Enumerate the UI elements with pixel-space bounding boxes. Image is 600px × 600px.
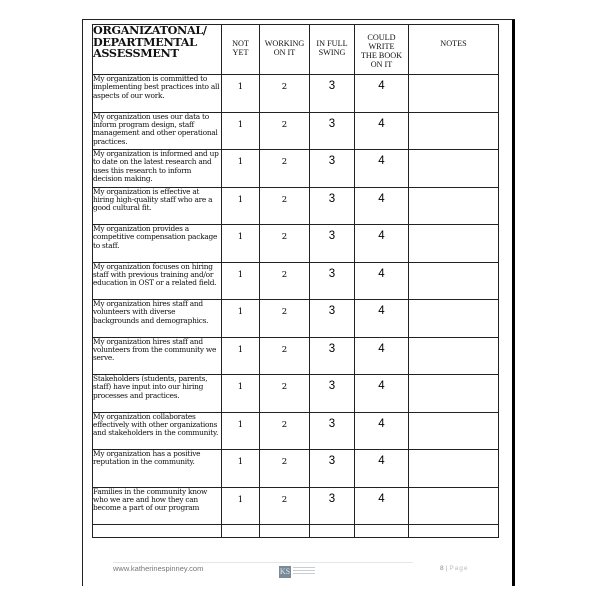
rating-option-4[interactable] (355, 112, 409, 150)
empty-cell[interactable] (409, 525, 499, 538)
header-line: WRITE (368, 42, 395, 51)
rating-value: 4 (378, 80, 385, 92)
rating-option-3[interactable] (310, 375, 355, 413)
title-line: ASSESSMENT (93, 46, 179, 60)
rating-option-3[interactable] (310, 225, 355, 263)
rating-value: 3 (328, 230, 336, 242)
rating-option-4[interactable] (355, 262, 409, 300)
rating-value: 4 (378, 492, 385, 505)
rating-value: 1 (237, 194, 244, 205)
table-header-row (93, 25, 499, 75)
notes-cell[interactable] (409, 187, 499, 225)
table-row (93, 487, 499, 525)
page-number-value: 8 (440, 565, 444, 572)
rating-option-4[interactable] (355, 412, 409, 450)
rating-value: 2 (281, 82, 288, 92)
rating-option-2[interactable] (260, 262, 310, 300)
empty-cell[interactable] (310, 525, 355, 538)
notes-cell[interactable] (409, 112, 499, 150)
notes-cell[interactable] (409, 375, 499, 413)
page-number (440, 565, 469, 572)
rating-value: 2 (281, 344, 288, 355)
column-header-in-full-swing (310, 25, 355, 75)
table-row (93, 262, 499, 300)
title-line: ORGANIZATONAL/ (93, 23, 207, 37)
rating-value: 3 (328, 80, 336, 92)
rating-option-4[interactable] (355, 225, 409, 263)
table-row (93, 75, 499, 113)
rating-option-1[interactable] (222, 412, 260, 450)
rating-option-3[interactable] (310, 75, 355, 113)
rating-value: 4 (378, 455, 385, 467)
rating-value: 3 (328, 417, 336, 430)
logo-wordmark (293, 567, 315, 577)
header-line: SWING (318, 48, 346, 57)
rating-value: 1 (237, 232, 244, 242)
header-line: ON IT (273, 48, 296, 57)
assessment-title (93, 25, 222, 75)
rating-option-2[interactable] (260, 412, 310, 450)
table-row (93, 412, 499, 450)
assessment-statement: My organization hires staff and volunteers with diverse backgrounds and demographics. (93, 300, 222, 338)
assessment-statement: My organization is committed to implementing best practices into all aspects of our work. (93, 75, 222, 113)
column-header-notes (409, 25, 499, 75)
rating-value: 1 (237, 494, 244, 505)
notes-cell[interactable] (409, 412, 499, 450)
header-line: ON IT (370, 60, 393, 69)
rating-option-3[interactable] (310, 187, 355, 225)
table-row (93, 112, 499, 150)
assessment-statement: My organization hires staff and volunteers from the community we serve. (93, 337, 222, 375)
rating-option-1[interactable] (222, 375, 260, 413)
rating-value: 3 (328, 192, 336, 205)
rating-option-1[interactable] (222, 225, 260, 263)
footer-divider (113, 562, 413, 563)
rating-value: 4 (378, 417, 385, 430)
rating-option-4[interactable] (355, 75, 409, 113)
rating-value: 1 (237, 157, 244, 167)
rating-value: 3 (328, 305, 336, 317)
rating-value: 3 (328, 155, 336, 167)
rating-value: 2 (281, 269, 288, 280)
rating-value: 1 (237, 82, 244, 92)
rating-option-4[interactable] (355, 487, 409, 525)
assessment-statement: My organization focuses on hiring staff with previous training and/or education in OST or a related field. (93, 262, 222, 300)
rating-option-3[interactable] (310, 300, 355, 338)
table-row (93, 450, 499, 488)
rating-value: 3 (328, 380, 336, 392)
rating-value: 1 (237, 344, 244, 355)
rating-value: 2 (281, 119, 288, 130)
rating-option-2[interactable] (260, 337, 310, 375)
rating-option-4[interactable] (355, 300, 409, 338)
rating-option-1[interactable] (222, 337, 260, 375)
assessment-statement: My organization is effective at hiring high-quality staff who are a good cultural fit. (93, 187, 222, 225)
assessment-statement: My organization uses our data to inform program design, staff management and other operational practices. (93, 112, 222, 150)
rating-value: 4 (378, 267, 385, 280)
rating-option-2[interactable] (260, 187, 310, 225)
footer-website[interactable]: www.katherinespinney.com (113, 564, 204, 573)
page-word: Page (449, 565, 469, 572)
header-line: THE BOOK (360, 51, 403, 60)
rating-option-2[interactable] (260, 225, 310, 263)
table-row (93, 187, 499, 225)
empty-cell[interactable] (93, 525, 222, 538)
column-header-working-on-it (260, 25, 310, 75)
page-separator: | (445, 565, 448, 572)
rating-option-2[interactable] (260, 150, 310, 188)
rating-value: 1 (237, 269, 244, 280)
rating-value: 3 (328, 117, 336, 130)
rating-value: 1 (237, 382, 244, 392)
rating-value: 2 (281, 232, 288, 242)
notes-cell[interactable] (409, 150, 499, 188)
rating-value: 1 (237, 119, 244, 130)
empty-cell[interactable] (222, 525, 260, 538)
rating-option-4[interactable] (355, 450, 409, 488)
rating-option-3[interactable] (310, 450, 355, 488)
assessment-statement: My organization is informed and up to date on the latest research and uses this research to inform decision making. (93, 150, 222, 188)
header-line: NOT (232, 39, 249, 48)
table-row (93, 225, 499, 263)
rating-value: 1 (237, 307, 244, 317)
table-row (93, 337, 499, 375)
rating-option-3[interactable] (310, 262, 355, 300)
header-line: YET (232, 48, 249, 57)
rating-value: 2 (281, 457, 288, 467)
rating-option-2[interactable] (260, 375, 310, 413)
rating-value: 4 (378, 380, 385, 392)
notes-cell[interactable] (409, 337, 499, 375)
rating-option-1[interactable] (222, 112, 260, 150)
assessment-statement: My organization collaborates effectively with other organizations and stakeholders in the community. (93, 412, 222, 450)
rating-value: 2 (281, 157, 288, 167)
rating-value: 1 (237, 457, 244, 467)
rating-value: 1 (237, 419, 244, 430)
rating-value: 3 (328, 342, 336, 355)
rating-value: 2 (281, 194, 288, 205)
rating-option-3[interactable] (310, 150, 355, 188)
rating-value: 4 (378, 192, 385, 205)
rating-option-4[interactable] (355, 337, 409, 375)
rating-option-2[interactable] (260, 112, 310, 150)
notes-cell[interactable] (409, 225, 499, 263)
rating-value: 2 (281, 307, 288, 317)
rating-value: 3 (328, 455, 336, 467)
header-line: WORKING (264, 39, 305, 48)
rating-option-1[interactable] (222, 187, 260, 225)
rating-value: 2 (281, 494, 288, 505)
notes-cell[interactable] (409, 487, 499, 525)
title-line: DEPARTMENTAL (93, 34, 197, 49)
empty-row (93, 525, 499, 538)
rating-option-2[interactable] (260, 300, 310, 338)
assessment-statement: Families in the community know who we are and how they can become a part of our program (93, 487, 222, 525)
rating-value: 2 (281, 382, 288, 392)
header-line: NOTES (440, 39, 467, 48)
notes-cell[interactable] (409, 75, 499, 113)
notes-cell[interactable] (409, 262, 499, 300)
notes-cell[interactable] (409, 450, 499, 488)
assessment-statement: My organization provides a competitive compensation package to staff. (93, 225, 222, 263)
rating-option-1[interactable] (222, 450, 260, 488)
rating-option-3[interactable] (310, 412, 355, 450)
rating-value: 4 (378, 230, 385, 242)
column-header-not-yet (222, 25, 260, 75)
rating-option-1[interactable] (222, 150, 260, 188)
rating-option-4[interactable] (355, 375, 409, 413)
rating-option-1[interactable] (222, 262, 260, 300)
rating-option-3[interactable] (310, 112, 355, 150)
table-row (93, 375, 499, 413)
rating-value: 3 (328, 267, 336, 280)
rating-value: 4 (378, 155, 385, 167)
assessment-statement: Stakeholders (students, parents, staff) have input into our hiring processes and practices. (93, 375, 222, 413)
assessment-statement: My organization has a positive reputation in the community. (93, 450, 222, 488)
rating-option-1[interactable] (222, 300, 260, 338)
rating-option-3[interactable] (310, 337, 355, 375)
table-row (93, 300, 499, 338)
empty-cell[interactable] (260, 525, 310, 538)
rating-option-1[interactable] (222, 75, 260, 113)
notes-cell[interactable] (409, 300, 499, 338)
rating-value: 4 (378, 117, 385, 130)
rating-option-4[interactable] (355, 150, 409, 188)
table-row (93, 150, 499, 188)
rating-value: 2 (281, 419, 288, 430)
assessment-table (92, 24, 499, 538)
rating-value: 4 (378, 305, 385, 317)
rating-value: 3 (328, 492, 336, 505)
rating-option-2[interactable] (260, 450, 310, 488)
header-line: COULD (367, 33, 396, 42)
rating-option-1[interactable] (222, 487, 260, 525)
company-logo: KS (279, 567, 291, 576)
empty-cell[interactable] (355, 525, 409, 538)
rating-value: 4 (378, 342, 385, 355)
header-line: IN FULL (316, 39, 348, 48)
rating-option-4[interactable] (355, 187, 409, 225)
rating-option-2[interactable] (260, 75, 310, 113)
rating-option-2[interactable] (260, 487, 310, 525)
column-header-could-write-the-book (355, 25, 409, 75)
rating-option-3[interactable] (310, 487, 355, 525)
